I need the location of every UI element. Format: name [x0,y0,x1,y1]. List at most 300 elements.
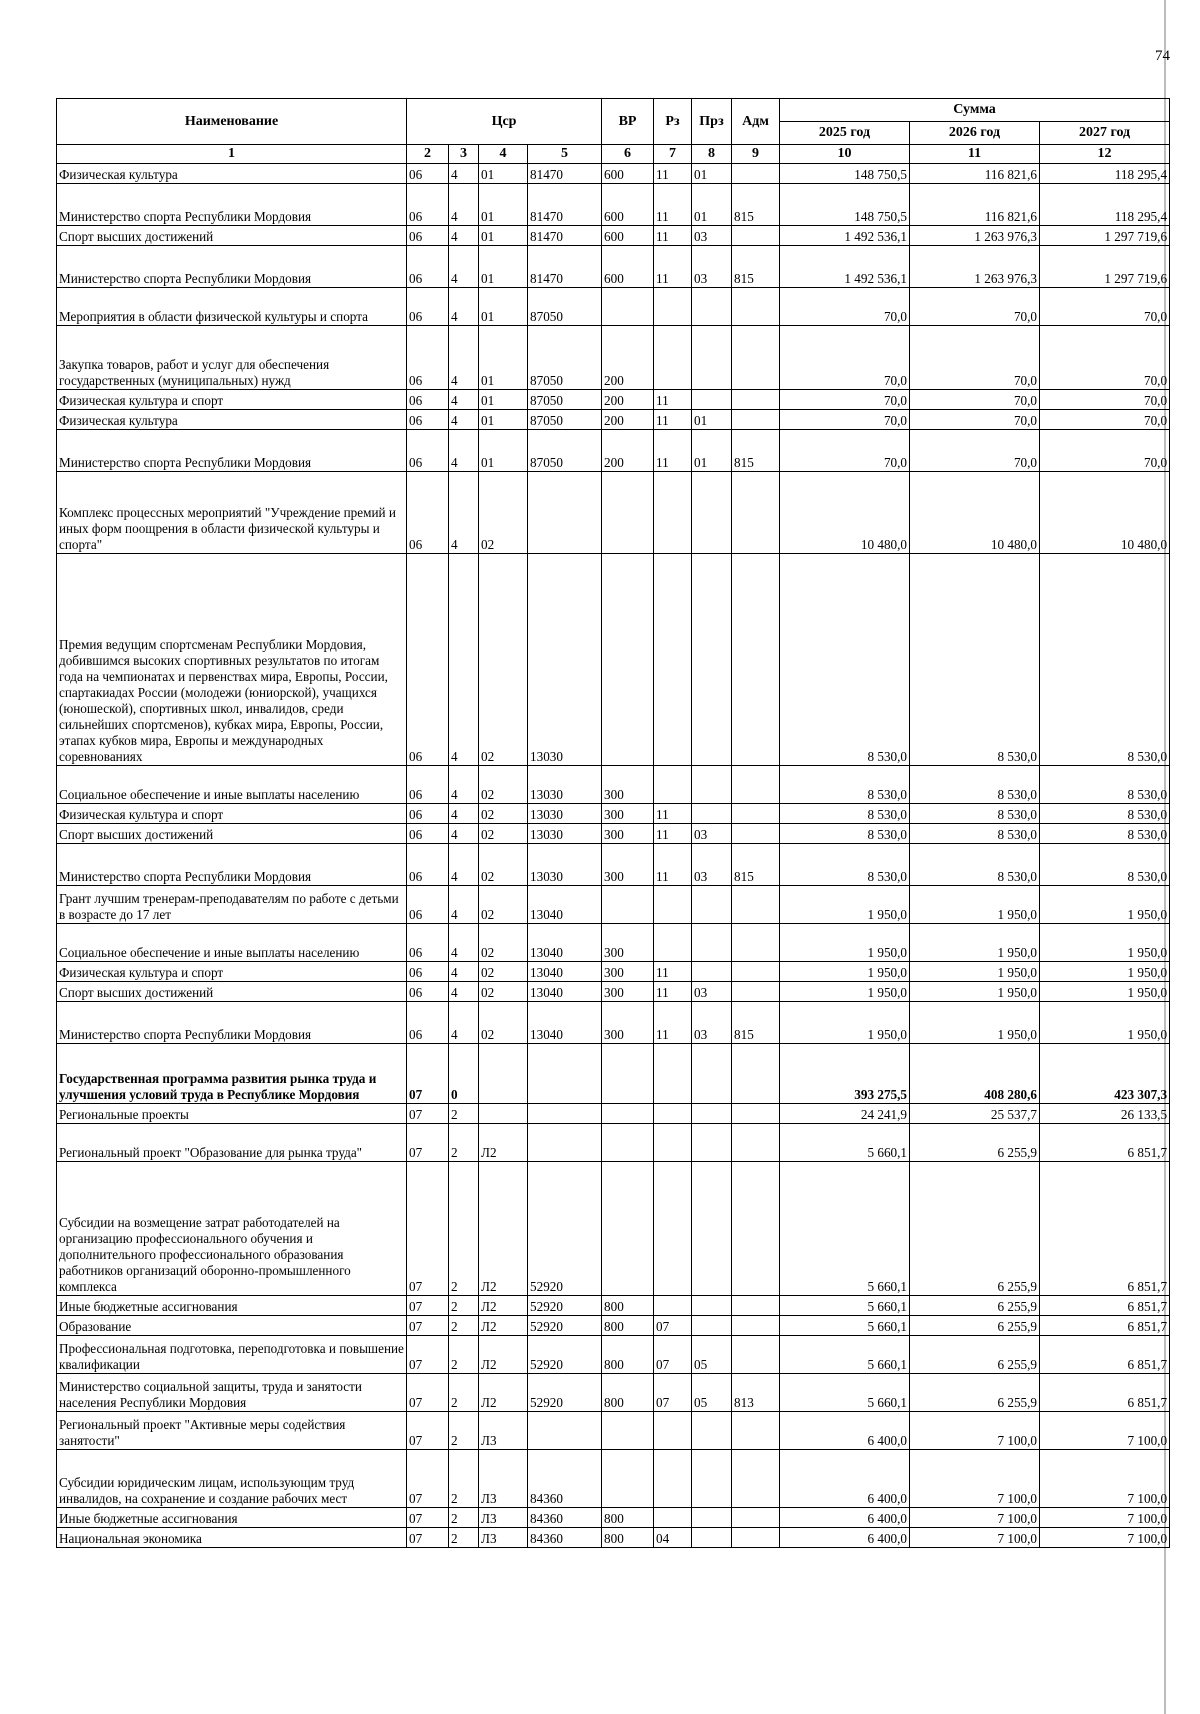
sum-2027: 8 530,0 [1040,766,1170,804]
rz-code [654,472,692,554]
sum-2026: 8 530,0 [910,844,1040,886]
rz-code [654,1412,692,1450]
table-row [57,164,1170,184]
csr-part1: 07 [407,1162,449,1296]
sum-2025: 148 750,5 [780,164,910,184]
csr-part2: 4 [449,824,479,844]
row-name: Премия ведущим спортсменам Республики Мордовия, добившимся высоких спортивных результатов по итогам года на чемпионатах и первенствах мира, Европы, России, спартакиадах России (молодежи (юниорской), учащихся (юношеской), спортивных школ, инвалидов, среди сильнейших спортсменов), кубках мира, Европы, России, этапах кубков мира, Европы и международных соревнованиях [57,554,407,766]
csr-part2: 4 [449,288,479,326]
csr-part3: Л3 [479,1508,528,1528]
sum-2025: 1 950,0 [780,962,910,982]
csr-part4: 87050 [528,288,602,326]
sum-2025: 6 400,0 [780,1412,910,1450]
row-name: Региональные проекты [57,1104,407,1124]
csr-part2: 2 [449,1124,479,1162]
csr-part3: 01 [479,288,528,326]
csr-part1: 07 [407,1296,449,1316]
csr-part1: 06 [407,226,449,246]
csr-part4: 87050 [528,326,602,390]
header-name: Наименование [57,99,407,145]
csr-part4: 13040 [528,1002,602,1044]
csr-part3: 01 [479,390,528,410]
header-rz: Рз [654,99,692,145]
header-vr: ВР [602,99,654,145]
row-name: Государственная программа развития рынка труда и улучшения условий труда в Республике Мордовия [57,1044,407,1104]
csr-part4: 13030 [528,804,602,824]
rz-code: 11 [654,844,692,886]
row-name: Спорт высших достижений [57,982,407,1002]
row-name: Закупка товаров, работ и услуг для обеспечения государственных (муниципальных) нужд [57,326,407,390]
vr-code: 800 [602,1528,654,1548]
csr-part3: 02 [479,472,528,554]
vr-code [602,886,654,924]
table-row [57,1002,1170,1044]
csr-part4: 52920 [528,1162,602,1296]
vr-code: 300 [602,924,654,962]
sum-2027: 70,0 [1040,326,1170,390]
col-num: 7 [654,145,692,164]
sum-2027: 8 530,0 [1040,554,1170,766]
prz-code [692,1528,732,1548]
col-num: 5 [528,145,602,164]
csr-part3 [479,1104,528,1124]
sum-2027: 423 307,3 [1040,1044,1170,1104]
csr-part4: 13040 [528,886,602,924]
sum-2025: 5 660,1 [780,1124,910,1162]
csr-part4: 13040 [528,982,602,1002]
vr-code: 300 [602,824,654,844]
prz-code: 03 [692,246,732,288]
sum-2027: 8 530,0 [1040,804,1170,824]
prz-code [692,1044,732,1104]
csr-part1: 06 [407,924,449,962]
csr-part3: 01 [479,164,528,184]
sum-2026: 70,0 [910,410,1040,430]
sum-2025: 10 480,0 [780,472,910,554]
sum-2025: 5 660,1 [780,1336,910,1374]
table-row [57,288,1170,326]
rz-code: 11 [654,246,692,288]
csr-part1: 06 [407,824,449,844]
sum-2026: 70,0 [910,430,1040,472]
rz-code: 11 [654,184,692,226]
csr-part1: 06 [407,430,449,472]
adm-code [732,824,780,844]
prz-code [692,1508,732,1528]
sum-2026: 8 530,0 [910,824,1040,844]
csr-part1: 06 [407,962,449,982]
csr-part3: 02 [479,962,528,982]
prz-code: 05 [692,1336,732,1374]
row-name: Спорт высших достижений [57,226,407,246]
sum-2026: 1 263 976,3 [910,246,1040,288]
table-row [57,886,1170,924]
rz-code [654,1450,692,1508]
csr-part3: 02 [479,824,528,844]
adm-code [732,962,780,982]
csr-part2: 4 [449,924,479,962]
csr-part2: 2 [449,1296,479,1316]
sum-2026: 25 537,7 [910,1104,1040,1124]
vr-code [602,472,654,554]
prz-code: 05 [692,1374,732,1412]
sum-2027: 6 851,7 [1040,1374,1170,1412]
adm-code [732,410,780,430]
col-num: 2 [407,145,449,164]
table-row [57,184,1170,226]
table-row [57,962,1170,982]
table-row [57,1412,1170,1450]
sum-2026: 1 950,0 [910,924,1040,962]
adm-code [732,1044,780,1104]
rz-code: 11 [654,1002,692,1044]
table-row [57,804,1170,824]
sum-2025: 148 750,5 [780,184,910,226]
vr-code: 300 [602,844,654,886]
csr-part3: Л2 [479,1374,528,1412]
sum-2025: 70,0 [780,410,910,430]
adm-code [732,472,780,554]
sum-2025: 24 241,9 [780,1104,910,1124]
sum-2027: 1 950,0 [1040,924,1170,962]
csr-part2: 4 [449,164,479,184]
row-name: Министерство спорта Республики Мордовия [57,184,407,226]
sum-2027: 70,0 [1040,288,1170,326]
row-name: Иные бюджетные ассигнования [57,1296,407,1316]
csr-part3: 02 [479,766,528,804]
csr-part4: 13030 [528,554,602,766]
header-year-2027: 2027 год [1040,122,1170,145]
adm-code [732,1412,780,1450]
adm-code: 815 [732,184,780,226]
row-name: Грант лучшим тренерам-преподавателям по работе с детьми в возрасте до 17 лет [57,886,407,924]
header-year-2025: 2025 год [780,122,910,145]
csr-part3: 02 [479,886,528,924]
row-name: Региональный проект "Образование для рынка труда" [57,1124,407,1162]
row-name: Профессиональная подготовка, переподготовка и повышение квалификации [57,1336,407,1374]
table-row [57,1374,1170,1412]
adm-code: 815 [732,1002,780,1044]
sum-2027: 6 851,7 [1040,1296,1170,1316]
csr-part3: 01 [479,184,528,226]
sum-2025: 1 492 536,1 [780,246,910,288]
csr-part3: 01 [479,410,528,430]
sum-2025: 1 950,0 [780,1002,910,1044]
vr-code: 300 [602,982,654,1002]
sum-2027: 7 100,0 [1040,1450,1170,1508]
csr-part3: 02 [479,924,528,962]
sum-2027: 7 100,0 [1040,1508,1170,1528]
adm-code [732,766,780,804]
vr-code [602,1450,654,1508]
rz-code [654,288,692,326]
csr-part2: 2 [449,1528,479,1548]
vr-code [602,1104,654,1124]
col-num: 12 [1040,145,1170,164]
csr-part4: 52920 [528,1296,602,1316]
sum-2025: 5 660,1 [780,1296,910,1316]
sum-2026: 1 950,0 [910,886,1040,924]
sum-2026: 70,0 [910,288,1040,326]
csr-part4: 81470 [528,184,602,226]
col-num: 6 [602,145,654,164]
row-name: Министерство спорта Республики Мордовия [57,246,407,288]
sum-2025: 5 660,1 [780,1374,910,1412]
csr-part1: 07 [407,1104,449,1124]
adm-code [732,1336,780,1374]
table-row [57,1336,1170,1374]
sum-2025: 8 530,0 [780,804,910,824]
csr-part2: 4 [449,844,479,886]
csr-part3: 02 [479,844,528,886]
sum-2026: 1 263 976,3 [910,226,1040,246]
adm-code [732,1104,780,1124]
csr-part1: 06 [407,410,449,430]
rz-code: 11 [654,962,692,982]
csr-part3: 02 [479,804,528,824]
vr-code: 200 [602,410,654,430]
csr-part4 [528,472,602,554]
csr-part2: 2 [449,1450,479,1508]
sum-2025: 8 530,0 [780,766,910,804]
rz-code: 11 [654,824,692,844]
adm-code: 815 [732,430,780,472]
rz-code: 07 [654,1316,692,1336]
prz-code: 03 [692,226,732,246]
row-name: Субсидии на возмещение затрат работодателей на организацию профессионального обучения и дополнительного профессионального образования работников организаций оборонно-промышленного комплекса [57,1162,407,1296]
csr-part4: 81470 [528,164,602,184]
sum-2026: 116 821,6 [910,184,1040,226]
vr-code: 200 [602,390,654,410]
table-row [57,1296,1170,1316]
prz-code [692,1124,732,1162]
adm-code [732,1162,780,1296]
csr-part4: 13040 [528,924,602,962]
page-number: 74 [1155,48,1170,64]
rz-code [654,766,692,804]
vr-code: 600 [602,226,654,246]
vr-code: 600 [602,246,654,288]
vr-code [602,1162,654,1296]
csr-part2: 4 [449,226,479,246]
table-row [57,246,1170,288]
prz-code: 01 [692,410,732,430]
csr-part3: Л3 [479,1412,528,1450]
sum-2026: 6 255,9 [910,1374,1040,1412]
csr-part2: 4 [449,982,479,1002]
header-csr: Цср [407,99,602,145]
row-name: Физическая культура и спорт [57,390,407,410]
csr-part4 [528,1124,602,1162]
row-name: Министерство спорта Республики Мордовия [57,1002,407,1044]
col-num: 8 [692,145,732,164]
sum-2027: 7 100,0 [1040,1528,1170,1548]
sum-2025: 8 530,0 [780,554,910,766]
vr-code: 800 [602,1508,654,1528]
sum-2027: 70,0 [1040,390,1170,410]
prz-code: 01 [692,184,732,226]
csr-part2: 0 [449,1044,479,1104]
adm-code [732,886,780,924]
rz-code: 07 [654,1374,692,1412]
sum-2026: 1 950,0 [910,962,1040,982]
csr-part1: 06 [407,1002,449,1044]
prz-code: 03 [692,982,732,1002]
prz-code [692,962,732,982]
adm-code: 815 [732,844,780,886]
sum-2027: 118 295,4 [1040,164,1170,184]
sum-2027: 1 950,0 [1040,962,1170,982]
sum-2026: 6 255,9 [910,1162,1040,1296]
adm-code [732,1316,780,1336]
rz-code [654,326,692,390]
prz-code [692,1296,732,1316]
csr-part2: 4 [449,326,479,390]
sum-2025: 5 660,1 [780,1162,910,1296]
adm-code [732,1124,780,1162]
csr-part3 [479,1044,528,1104]
header-prz: Прз [692,99,732,145]
adm-code [732,164,780,184]
sum-2026: 6 255,9 [910,1296,1040,1316]
row-name: Спорт высших достижений [57,824,407,844]
vr-code [602,1412,654,1450]
csr-part4: 52920 [528,1336,602,1374]
sum-2027: 6 851,7 [1040,1336,1170,1374]
sum-2026: 408 280,6 [910,1044,1040,1104]
row-name: Социальное обеспечение и иные выплаты населению [57,924,407,962]
csr-part4: 87050 [528,430,602,472]
sum-2027: 70,0 [1040,410,1170,430]
table-row [57,982,1170,1002]
vr-code [602,1124,654,1162]
sum-2026: 8 530,0 [910,804,1040,824]
csr-part1: 07 [407,1044,449,1104]
rz-code [654,1124,692,1162]
csr-part1: 06 [407,326,449,390]
table-row [57,1162,1170,1296]
csr-part4: 13030 [528,766,602,804]
csr-part4: 13030 [528,824,602,844]
adm-code [732,982,780,1002]
rz-code: 11 [654,390,692,410]
col-num: 10 [780,145,910,164]
sum-2027: 10 480,0 [1040,472,1170,554]
sum-2026: 7 100,0 [910,1508,1040,1528]
csr-part3: Л2 [479,1336,528,1374]
sum-2026: 8 530,0 [910,554,1040,766]
sum-2026: 1 950,0 [910,1002,1040,1044]
csr-part1: 06 [407,982,449,1002]
adm-code [732,1450,780,1508]
prz-code [692,288,732,326]
csr-part3: 02 [479,982,528,1002]
table-row [57,226,1170,246]
rz-code: 11 [654,430,692,472]
row-name: Министерство спорта Республики Мордовия [57,844,407,886]
csr-part4 [528,1412,602,1450]
csr-part3: Л2 [479,1316,528,1336]
csr-part3: 01 [479,326,528,390]
rz-code: 04 [654,1528,692,1548]
vr-code [602,554,654,766]
csr-part2: 2 [449,1412,479,1450]
sum-2025: 393 275,5 [780,1044,910,1104]
csr-part2: 4 [449,962,479,982]
sum-2027: 70,0 [1040,430,1170,472]
csr-part4: 13040 [528,962,602,982]
adm-code [732,390,780,410]
sum-2027: 26 133,5 [1040,1104,1170,1124]
csr-part2: 2 [449,1316,479,1336]
sum-2025: 1 950,0 [780,982,910,1002]
prz-code [692,554,732,766]
csr-part1: 06 [407,766,449,804]
row-name: Министерство социальной защиты, труда и занятости населения Республики Мордовия [57,1374,407,1412]
table-row [57,1508,1170,1528]
csr-part2: 2 [449,1374,479,1412]
sum-2026: 10 480,0 [910,472,1040,554]
sum-2027: 6 851,7 [1040,1316,1170,1336]
table-row [57,1124,1170,1162]
vr-code [602,288,654,326]
table-row [57,824,1170,844]
table-row [57,1104,1170,1124]
row-name: Комплекс процессных мероприятий "Учреждение премий и иных форм поощрения в области физической культуры и спорта" [57,472,407,554]
csr-part4: 81470 [528,246,602,288]
col-num: 1 [57,145,407,164]
sum-2025: 1 492 536,1 [780,226,910,246]
table-row [57,472,1170,554]
csr-part1: 06 [407,164,449,184]
rz-code: 11 [654,410,692,430]
adm-code [732,554,780,766]
csr-part1: 06 [407,246,449,288]
csr-part1: 07 [407,1374,449,1412]
csr-part2: 2 [449,1104,479,1124]
csr-part1: 06 [407,472,449,554]
rz-code [654,1044,692,1104]
table-row [57,326,1170,390]
sum-2026: 8 530,0 [910,766,1040,804]
csr-part3: 02 [479,554,528,766]
sum-2027: 1 297 719,6 [1040,226,1170,246]
vr-code: 300 [602,804,654,824]
prz-code [692,1450,732,1508]
sum-2027: 6 851,7 [1040,1124,1170,1162]
row-name: Социальное обеспечение и иные выплаты населению [57,766,407,804]
csr-part1: 06 [407,184,449,226]
vr-code: 300 [602,766,654,804]
col-num: 3 [449,145,479,164]
csr-part1: 06 [407,886,449,924]
sum-2026: 70,0 [910,326,1040,390]
prz-code [692,1162,732,1296]
sum-2026: 7 100,0 [910,1528,1040,1548]
row-name: Образование [57,1316,407,1336]
csr-part3: Л2 [479,1296,528,1316]
sum-2026: 7 100,0 [910,1412,1040,1450]
csr-part1: 07 [407,1124,449,1162]
prz-code [692,924,732,962]
csr-part2: 4 [449,410,479,430]
sum-2025: 70,0 [780,288,910,326]
sum-2025: 1 950,0 [780,924,910,962]
csr-part2: 2 [449,1336,479,1374]
prz-code: 01 [692,430,732,472]
vr-code: 300 [602,962,654,982]
sum-2025: 8 530,0 [780,824,910,844]
